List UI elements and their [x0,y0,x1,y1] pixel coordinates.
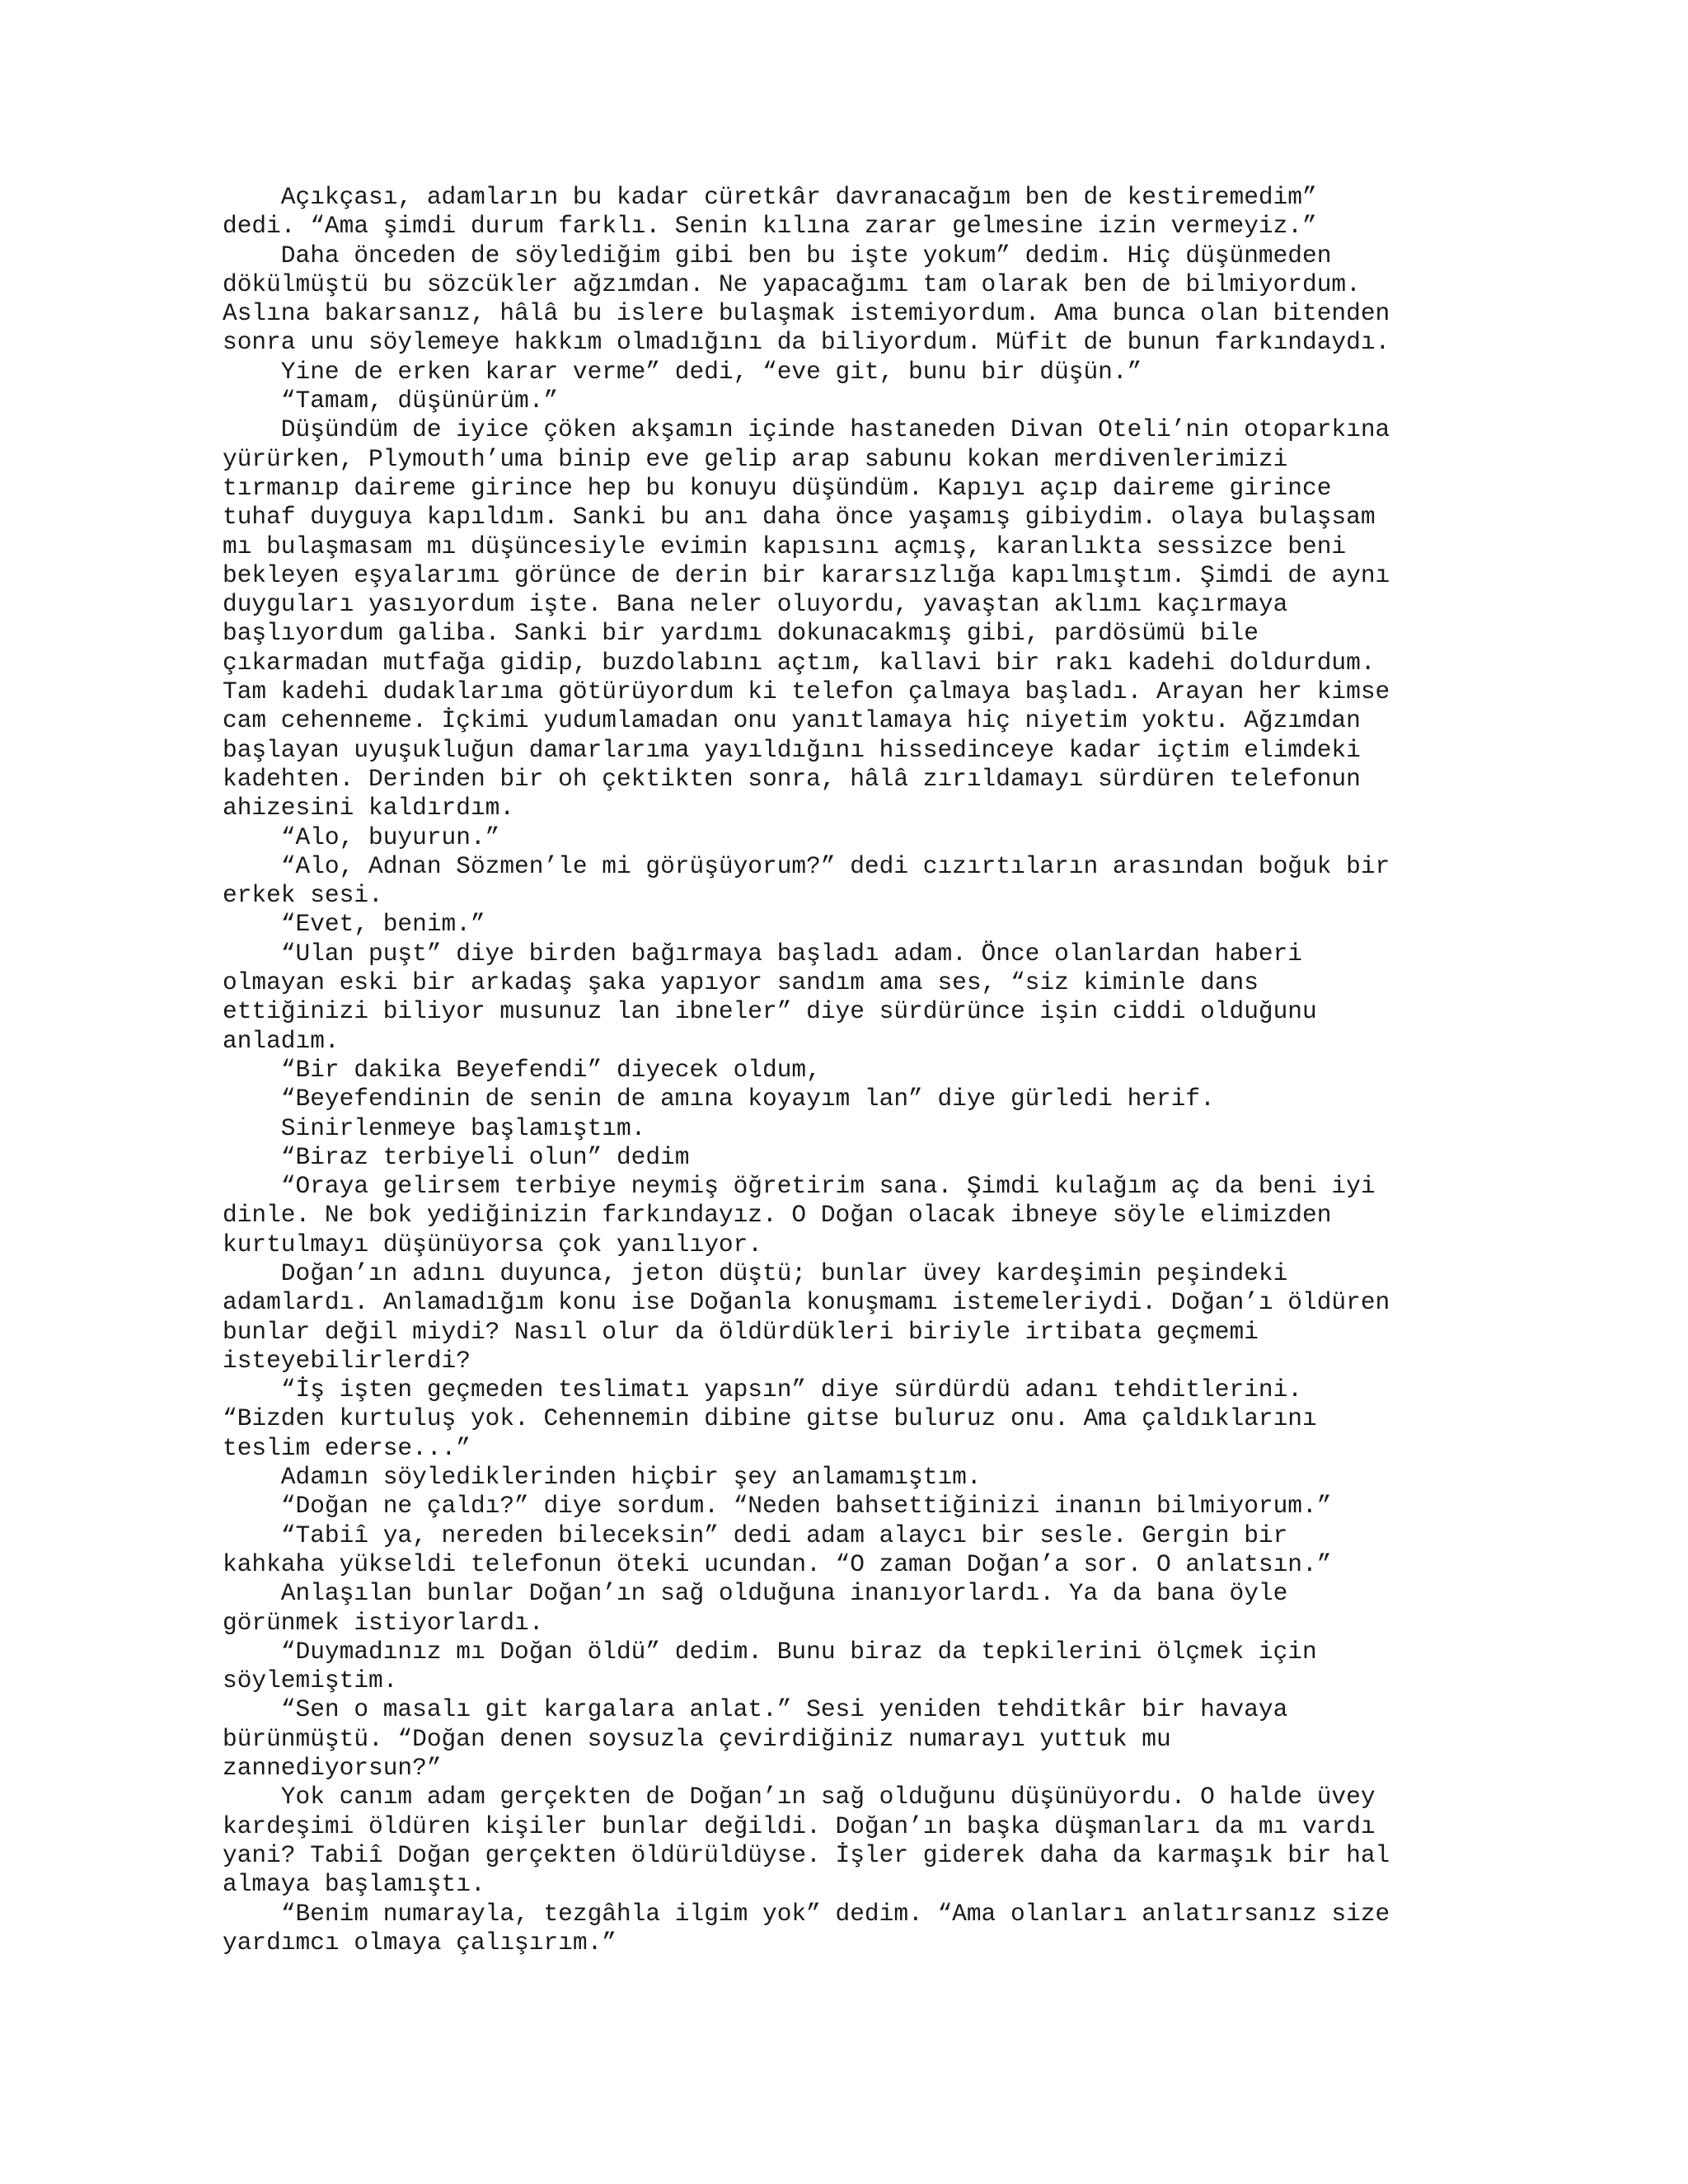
text-line: kardeşimi öldüren kişiler bunlar değildi. Doğan’ın başka düşmanları da mı vardı [223,1811,1376,1840]
text-line: kurtulmayı düşünüyorsa çok yanılıyor. [223,1230,763,1258]
text-line: Doğan’ın adını duyunca, jeton düştü; bunlar üvey kardeşimin peşindeki [223,1258,1288,1287]
text-line: anladım. [223,1026,340,1055]
text-line: bunlar değil miydi? Nasıl olur da öldürdükleri biriyle irtibata geçmemi [223,1317,1259,1346]
text-line: adamlardı. Anlamadığım konu ise Doğanla konuşmamı istemeleriydi. Doğan’ı öldüren [223,1288,1390,1317]
text-line: tuhaf duyguya kapıldım. Sanki bu anı daha önce yaşamış gibiydim. olaya bulaşsam [223,503,1376,532]
text-line: “Oraya gelirsem terbiye neymiş öğretirim sana. Şimdi kulağım aç da beni iyi [223,1172,1376,1201]
text-line: olmayan eski bir arkadaş şaka yapıyor sandım ama ses, “siz kiminle dans [223,968,1259,997]
text-line: “Biraz terbiyeli olun” dedim [223,1142,690,1171]
text-line: “Benim numarayla, tezgâhla ilgim yok” dedim. “Ama olanları anlatırsanız size [223,1899,1390,1928]
text-line: ettiğinizi biliyor musunuz lan ibneler” diye sürdürünce işin ciddi olduğunu [223,997,1317,1026]
text-line: teslim ederse...” [223,1433,471,1462]
text-line: dedi. “Ama şimdi durum farklı. Senin kılına zarar gelmesine izin vermeyiz.” [223,212,1317,241]
text-line: cam cehenneme. İçkimi yudumlamadan onu yanıtlamaya hiç niyetim yoktu. Ağzımdan [223,706,1361,735]
text-line: Tam kadehi dudaklarıma götürüyordum ki telefon çalmaya başladı. Arayan her kimse [223,677,1390,706]
text-line: dinle. Ne bok yediğinizin farkındayız. O Doğan olacak ibneye söyle elimizden [223,1201,1332,1230]
document-body-text [223,183,1475,1957]
text-line: “Alo, Adnan Sözmen’le mi görüşüyorum?” dedi cızırtıların arasından boğuk bir [223,851,1390,880]
text-line: “Bizden kurtuluş yok. Cehennemin dibine gitse buluruz onu. Ama çaldıklarını [223,1404,1317,1433]
text-line: Yine de erken karar verme” dedi, “eve git, bunu bir düşün.” [223,357,1142,386]
text-line: duyguları yasıyordum işte. Bana neler oluyordu, yavaştan aklımı kaçırmaya [223,590,1288,619]
text-line: Açıkçası, adamların bu kadar cüretkâr davranacağım ben de kestiremedim” [223,183,1317,211]
text-line: “Evet, benim.” [223,910,485,939]
text-line: yardımcı olmaya çalışırım.” [223,1928,617,1957]
text-line: mı bulaşmasam mı düşüncesiyle evimin kapısını açmış, karanlıkta sessizce beni [223,532,1347,560]
text-line: “Sen o masalı git kargalara anlat.” Sesi yeniden tehditkâr bir havaya [223,1695,1288,1724]
text-line: Sinirlenmeye başlamıştım. [223,1113,646,1142]
text-line: Yok canım adam gerçekten de Doğan’ın sağ olduğunu düşünüyordu. O halde üvey [223,1783,1376,1811]
text-line: bürünmüştü. “Doğan denen soysuzla çevirdiğiniz numarayı yuttuk mu [223,1724,1171,1753]
text-line: Anlaşılan bunlar Doğan’ın sağ olduğuna inanıyorlardı. Ya da bana öyle [223,1579,1288,1608]
text-line: başlayan uyuşukluğun damarlarıma yayıldığını hissedinceye kadar içtim elimdeki [223,735,1361,764]
text-line: çıkarmadan mutfağa gidip, buzdolabını açtım, kallavi bir rakı kadehi doldurdum. [223,648,1376,677]
text-line: yürürken, Plymouth’uma binip eve gelip arap sabunu kokan merdivenlerimizi [223,444,1288,473]
text-line: görünmek istiyorlardı. [223,1608,544,1637]
text-line: “Alo, buyurun.” [223,823,500,851]
text-line: “Doğan ne çaldı?” diye sordum. “Neden bahsettiğinizi inanın bilmiyorum.” [223,1492,1332,1521]
text-line: Düşündüm de iyice çöken akşamın içinde hastaneden Divan Oteli’nin otoparkına [223,415,1390,444]
text-line: ahizesini kaldırdım. [223,794,515,823]
text-line: “Bir dakika Beyefendi” diyecek oldum, [223,1055,821,1084]
text-line: “Beyefendinin de senin de amına koyayım lan” diye gürledi herif. [223,1085,1215,1113]
text-line: Daha önceden de söylediğim gibi ben bu işte yokum” dedim. Hiç düşünmeden [223,241,1332,269]
text-line: zannediyorsun?” [223,1754,442,1783]
text-line: kahkaha yükseldi telefonun öteki ucundan. “O zaman Doğan’a sor. O anlatsın.” [223,1549,1332,1578]
text-line: yani? Tabiî Doğan gerçekten öldürüldüyse. İşler giderek daha da karmaşık bir hal [223,1840,1390,1869]
text-line: isteyebilirlerdi? [223,1346,471,1375]
text-line: “Tamam, düşünürüm.” [223,387,559,415]
text-line: söylemiştim. [223,1666,398,1695]
text-line: tırmanıp daireme girince hep bu konuyu düşündüm. Kapıyı açıp daireme girince [223,473,1332,502]
text-line: “İş işten geçmeden teslimatı yapsın” diye sürdürdü adanı tehditlerini. [223,1376,1303,1404]
text-line: almaya başlamıştı. [223,1870,485,1899]
text-line: “Duymadınız mı Doğan öldü” dedim. Bunu biraz da tepkilerini ölçmek için [223,1637,1317,1666]
text-line: bekleyen eşyalarımı görünce de derin bir kararsızlığa kapılmıştım. Şimdi de aynı [223,560,1390,589]
text-line: sonra unu söylemeye hakkım olmadığını da biliyordum. Müfit de bunun farkındaydı. [223,328,1390,357]
text-line: Adamın söylediklerinden hiçbir şey anlamamıştım. [223,1463,982,1492]
text-line: kadehten. Derinden bir oh çektikten sonra, hâlâ zırıldamayı sürdüren telefonun [223,764,1361,793]
text-line: dökülmüştü bu sözcükler ağzımdan. Ne yapacağımı tam olarak ben de bilmiyordum. [223,269,1361,298]
text-line: başlıyordum galiba. Sanki bir yardımı dokunacakmış gibi, pardösümü bile [223,619,1259,648]
text-line: Aslına bakarsanız, hâlâ bu islere bulaşmak istemiyordum. Ama bunca olan bitenden [223,299,1390,328]
text-line: “Ulan puşt” diye birden bağırmaya başladı adam. Önce olanlardan haberi [223,939,1303,968]
text-line: erkek sesi. [223,881,383,910]
text-line: “Tabiî ya, nereden bileceksin” dedi adam alaycı bir sesle. Gergin bir [223,1521,1288,1549]
